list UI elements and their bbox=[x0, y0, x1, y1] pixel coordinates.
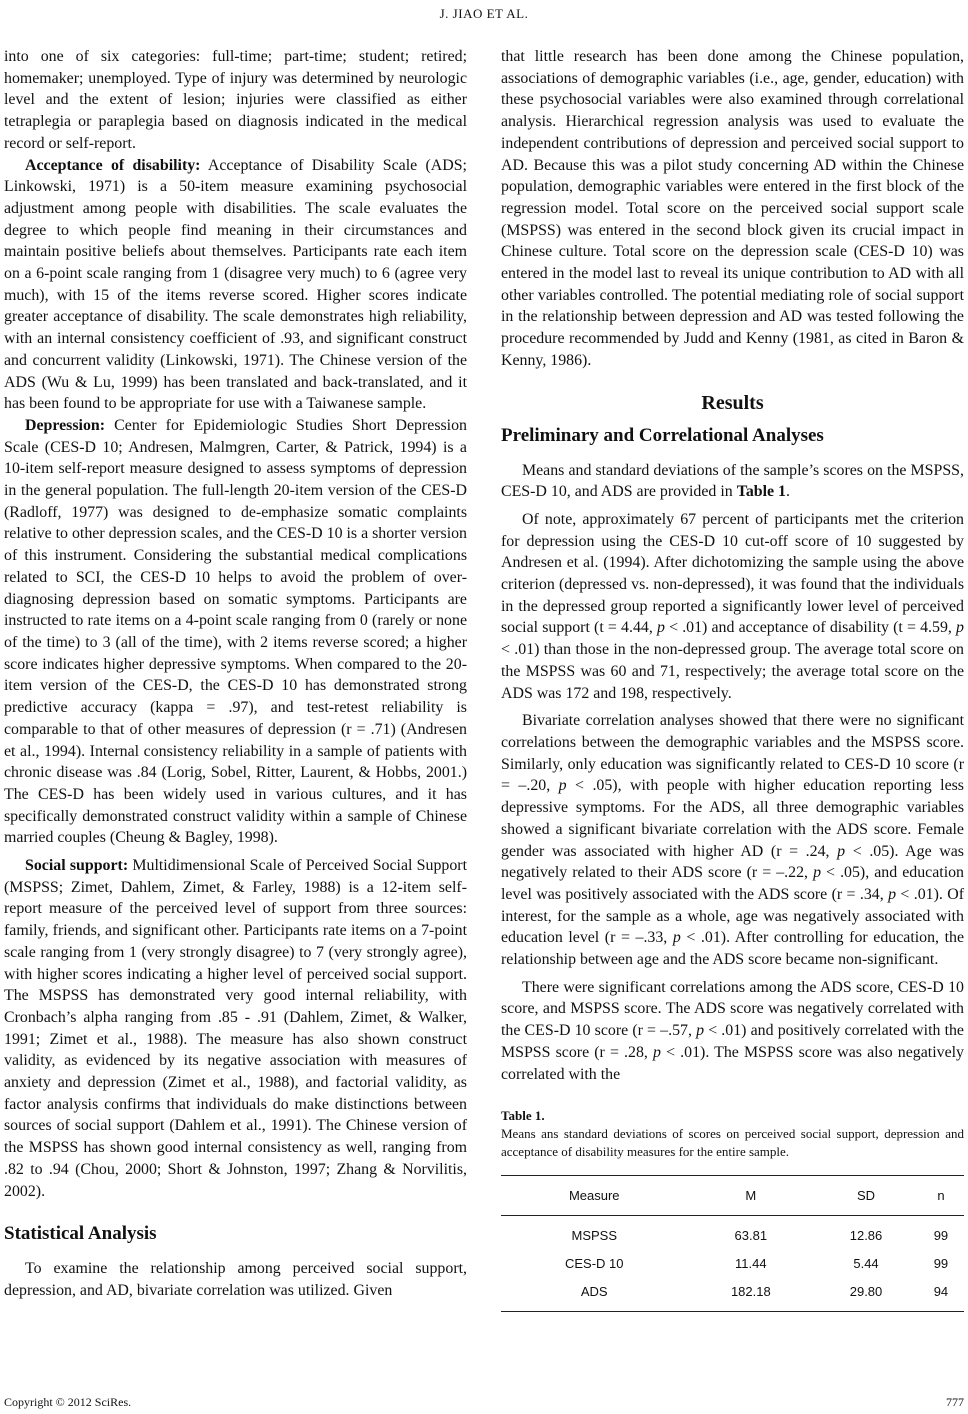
run-in-heading-acceptance: Acceptance of disability: bbox=[25, 156, 201, 174]
run-in-heading-social-support: Social support: bbox=[25, 857, 129, 875]
p-symbol: p bbox=[956, 619, 964, 637]
run-in-heading-depression: Depression: bbox=[25, 416, 106, 434]
paragraph-text: . bbox=[786, 483, 790, 501]
table-cell: 29.80 bbox=[849, 1283, 883, 1299]
p-symbol: p bbox=[672, 929, 681, 947]
table-row bbox=[501, 1250, 964, 1278]
paragraph-text: There were significant correlations among the ADS score, CES-D 10 score, and MSPSS score. The ADS score was negatively correlated with the CES-D 10 score (r = –.57, bbox=[501, 978, 964, 1040]
p-symbol: p bbox=[558, 777, 567, 795]
table-cell: 182.18 bbox=[730, 1283, 771, 1299]
paragraph-score-correlations bbox=[501, 977, 964, 1086]
paragraph-depression-criterion bbox=[501, 509, 964, 704]
p-symbol: p bbox=[813, 864, 822, 882]
column-header-n: n bbox=[937, 1187, 945, 1203]
table-cell: 63.81 bbox=[734, 1228, 768, 1244]
table-cell: 5.44 bbox=[853, 1255, 879, 1271]
paragraph-text: < .05). Age was negatively related to their ADS score (r = –.22, bbox=[501, 842, 964, 882]
paragraph-analysis-plan: that little research has been done among the Chinese population, associations of demographic variables (i.e., age, gender, education) with these psychosocial variables were also examined through correlational analysis. Hierarchical regression analysis was used to evaluate the independent contributions of depression and perceived social support to AD. Because this was a pilot study concerning AD within the Chinese population, demographic variables were entered in the first block of the regression model. Total score on the perceived social support scale (MSPSS) was entered in the second block given its crucial impact in Chinese culture. Total score on the depression scale (CES-D 10) was entered in the model last to reveal its unique contribution to AD with all other variables controlled. The potential mediating role of social support in the relationship between depression and AD was tested following the procedure recommended by Judd and Kenny (1981, as cited in Baron & Kenny, 1986). bbox=[501, 48, 964, 369]
paragraph-text: Acceptance of Disability Scale (ADS; Linkowski, 1971) is a 50-item measure examining psychosocial adjustment among people with disabilities. The scale evaluates the degree to which people find meaning in their circumstances and maintain positive beliefs about themselves. Participants rate each item on a 6-point scale ranging from 1 (disagree very much) to 6 (agree very much), with 15 of the items reverse scored. Higher scores indicate greater acceptance of disability. The scale demonstrates high reliability, with an internal consistency coefficient of .93, and significant construct and concurrent validity (Linkowski, 1971). The Chinese version of the ADS (Wu & Lu, 1999) has been translated and back-translated, and it has been found to be appropriate for use with a Taiwanese sample. bbox=[4, 156, 467, 413]
paragraph-text: < .01) and acceptance of disability (t = 4.59, bbox=[664, 619, 957, 637]
table-1 bbox=[501, 1175, 964, 1312]
column-header-mean: M bbox=[745, 1187, 757, 1203]
subsection-heading-preliminary: Preliminary and Correlational Analyses bbox=[501, 424, 824, 446]
table-cell: 99 bbox=[933, 1255, 949, 1271]
paragraph-acceptance-of-disability bbox=[4, 155, 467, 415]
table-row bbox=[501, 1278, 964, 1312]
p-symbol: p bbox=[837, 842, 846, 860]
paragraph-text: < .01). After controlling for education, the relationship between age and the ADS score became non-significant. bbox=[501, 929, 964, 969]
table-cell: 99 bbox=[933, 1228, 949, 1244]
table-cell: ADS bbox=[580, 1283, 608, 1299]
table-cell: 12.86 bbox=[849, 1228, 883, 1244]
paragraph-text: Means and standard deviations of the sample’s scores on the MSPSS, CES-D 10, and ADS are provided in bbox=[501, 461, 964, 501]
p-symbol: p bbox=[888, 885, 897, 903]
table-cell: CES-D 10 bbox=[564, 1255, 624, 1271]
paragraph-employment: into one of six categories: full-time; part-time; student; retired; homemaker; unemployed. Type of injury was determined by neurologic level and the extent of lesion; injuries were classified as either tetraplegia or paraplegia based on diagnosis indicated in the medical record or self-report. bbox=[4, 48, 467, 152]
column-header-sd: SD bbox=[856, 1187, 876, 1203]
table-reference: Table 1 bbox=[736, 483, 786, 501]
paragraph-social-support bbox=[4, 855, 467, 1202]
table-caption: Means ans standard deviations of scores on perceived social support, depression and acceptance of disability measures for the entire sample. bbox=[501, 1126, 964, 1160]
p-symbol: p bbox=[696, 1022, 705, 1040]
right-column bbox=[501, 46, 964, 1312]
table-cell: MSPSS bbox=[571, 1228, 617, 1244]
table-1-block bbox=[501, 1107, 964, 1312]
paragraph-text: < .01) than those in the non-depressed group. The average total score on the MSPSS was 60 and 71, respectively; the average total score on the ADS was 172 and 198, respectively. bbox=[501, 641, 964, 702]
running-head: J. JIAO ET AL. bbox=[439, 6, 529, 21]
p-symbol: p bbox=[656, 619, 665, 637]
paragraph-depression bbox=[4, 415, 467, 849]
table-row bbox=[501, 1216, 964, 1250]
paragraph-text: Bivariate correlation analyses showed that there were no significant correlations between the demographic variables and the MSPSS score. Similarly, only education was significantly related to CES-D 10 score (r = –.20, bbox=[501, 712, 964, 795]
table-cell: 11.44 bbox=[735, 1255, 767, 1271]
section-heading-results: Results bbox=[701, 391, 764, 414]
paragraph-text: < .01). The MSPSS score was also negatively correlated with the bbox=[501, 1043, 964, 1083]
paragraph-bivariate-correlation bbox=[501, 710, 964, 970]
table-title: Table 1. bbox=[501, 1108, 545, 1124]
paragraph-text: Multidimensional Scale of Perceived Social Support (MSPSS; Zimet, Dahlem, Zimet, & Farley, 1988) is a 12-item self-report measure of the perceived level of support from three sources: family, friends, and significant other. Participants rate items on a 7-point scale ranging from 1 (very strongly disagree) to 7 (very strongly agree), with higher scores indicating a higher level of perceived social support. The MSPSS has demonstrated very good internal reliability, with Cronbach’s alpha ranging from .85 - .91 (Dahlem, Zimet, & Walker, 1991; Zimet et al., 1988). The measure has also shown construct validity, as evidenced by its negative association with measures of anxiety and depression (Zimet et al., 1988), and factorial validity, as factor analysis confirms that individuals do make distinctions between sources of social support (Dahlem et al., 1991). The Chinese version of the MSPSS has shown good internal consistency as well, ranging from .82 to .94 (Chou, 2000; Short & Johnston, 1997; Zhang & Norvilitis, 2002). bbox=[4, 857, 468, 1200]
section-heading-statistical-analysis: Statistical Analysis bbox=[4, 1223, 157, 1245]
paragraph-means bbox=[501, 460, 964, 503]
footer-page-number: 777 bbox=[946, 1395, 964, 1409]
paragraph-text: < .01). Of interest, for the sample as a whole, age was negatively associated with education level (r = –.33, bbox=[501, 885, 964, 947]
paragraph-text: Center for Epidemiologic Studies Short Depression Scale (CES-D 10; Andresen, Malmgren, Carter, & Patrick, 1994) is a 10-item self-report measure designed to assess symptoms of depression in the general population. The full-length 20-item version of the CES-D (Radloff, 1977) was designed to de-emphasize somatic complaints relative to other depression scales, and the CES-D 10 is a shorter version of this instrument. Considering the substantial medical complications related to SCI, the CES-D 10 helps to avoid the problem of over-diagnosing depression based on somatic symptoms. Participants are instructed to rate items on a 4-point scale ranging from 0 (rarely or none of the time) to 3 (all of the time), with 2 items reverse scored; a higher score indicates higher depressive symptoms. When compared to the 20-item version of the CES-D, the CES-D 10 has demonstrated strong predictive accuracy (kappa = .97), and test-retest reliability is comparable to that of other measures of depression (r = .71) (Andresen et al., 1994). Internal consistency reliability in a sample of patients with chronic disease was .84 (Lorig, Sobel, Ritter, Laurent, & Hobbs, 2001.) The CES-D has been widely used in various cultures, and it has specifically demonstrated construct validity within a sample of Chinese married couples (Cheung & Bagley, 1998). bbox=[4, 416, 467, 847]
table-header-row bbox=[501, 1176, 964, 1216]
column-header-measure: Measure bbox=[568, 1187, 620, 1203]
paragraph-statistical-analysis: To examine the relationship among perceived social support, depression, and AD, bivariate correlation was utilized. Given bbox=[4, 1260, 467, 1299]
paragraph-text: Of note, approximately 67 percent of participants met the criterion for depression using the CES-D 10 cut-off score of 10 suggested by Andresen et al. (1994). After dichotomizing the sample using the above criterion (depressed vs. non-depressed), it was found that the individuals in the depressed group reported a significantly lower level of perceived social support (t = 4.44, bbox=[501, 510, 964, 637]
paragraph-text: < .05), and education level was positively associated with the ADS score (r = .34, bbox=[501, 864, 964, 903]
paragraph-text: < .01) and positively correlated with the MSPSS score (r = .28, bbox=[501, 1022, 964, 1061]
p-symbol: p bbox=[653, 1043, 661, 1061]
table-cell: 94 bbox=[933, 1283, 949, 1299]
footer-copyright: Copyright © 2012 SciRes. bbox=[4, 1395, 132, 1409]
paragraph-text: < .05), with people with higher education reporting less depressive symptoms. For the ADS, all three demographic variables showed a significant bivariate correlation with the ADS score. Female gender was associated with higher AD (r = .24, bbox=[501, 777, 964, 860]
left-column bbox=[4, 46, 467, 1302]
